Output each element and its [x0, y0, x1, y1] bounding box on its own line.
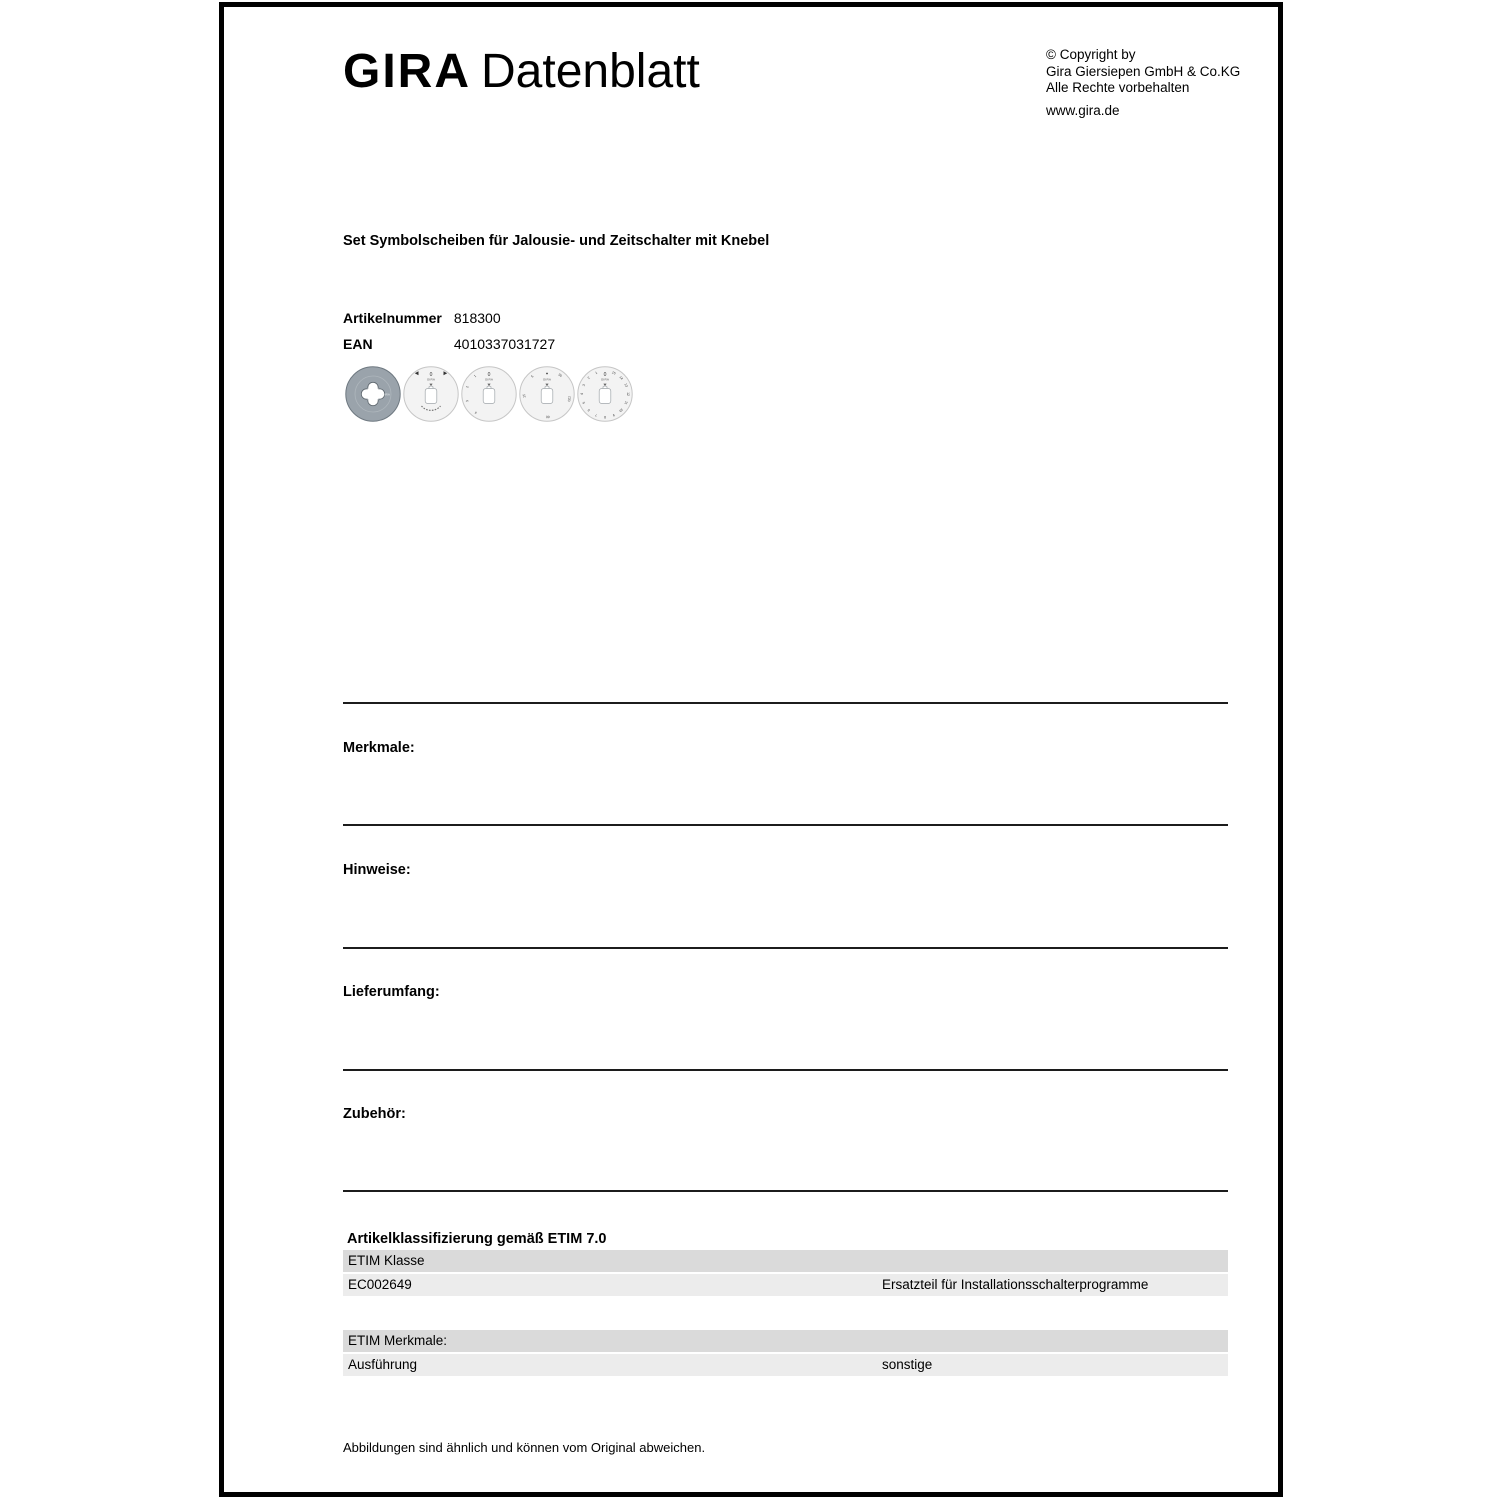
- horizontal-rule: [343, 824, 1228, 826]
- svg-text:12: 12: [625, 392, 630, 396]
- ean-label: EAN: [343, 336, 373, 352]
- etim-feature-row: [343, 1354, 1228, 1376]
- section-label-merkmale: Merkmale:: [343, 740, 415, 756]
- copyright-line: Alle Rechte vorbehalten: [1046, 80, 1190, 95]
- product-image-disc-blinds-dial: [402, 365, 460, 423]
- article-number-row: [343, 310, 501, 326]
- svg-text:5: 5: [581, 401, 587, 405]
- horizontal-rule: [343, 702, 1228, 704]
- svg-text:5: 5: [530, 374, 535, 379]
- product-image-disc-minutes-dial: [518, 365, 576, 423]
- etim-classification-heading: Artikelklassifizierung gemäß ETIM 7.0: [347, 1231, 607, 1247]
- svg-text:13: 13: [623, 382, 629, 388]
- etim-features-header-row: [343, 1330, 1228, 1352]
- svg-text:GIRA: GIRA: [382, 392, 390, 397]
- svg-text:4: 4: [474, 410, 478, 415]
- horizontal-rule: [343, 1069, 1228, 1071]
- ean-value: 4010337031727: [453, 336, 556, 352]
- svg-text:GIRA: GIRA: [484, 377, 494, 382]
- svg-text:3: 3: [465, 399, 470, 403]
- horizontal-rule: [343, 947, 1228, 949]
- svg-text:GIRA: GIRA: [600, 377, 610, 382]
- etim-class-name: Ersatzteil für Installationsschalterprogramme: [882, 1277, 1149, 1292]
- svg-text:60: 60: [545, 414, 550, 419]
- svg-text:0: 0: [487, 371, 491, 378]
- copyright-line: Gira Giersiepen GmbH & Co.KG: [1046, 63, 1241, 79]
- product-image-disc-scale-dial: [460, 365, 518, 423]
- svg-text:GIRA: GIRA: [542, 377, 552, 382]
- article-number-label: Artikelnummer: [343, 310, 442, 326]
- svg-text:2: 2: [586, 375, 591, 380]
- horizontal-rule: [343, 1190, 1228, 1192]
- brand-name: GIRA: [343, 45, 471, 98]
- svg-text:10: 10: [618, 407, 624, 413]
- etim-feature-value: sonstige: [882, 1357, 933, 1372]
- website-link[interactable]: www.gira.de: [1046, 103, 1120, 118]
- svg-text:0: 0: [429, 371, 433, 378]
- product-image-disc-hours-dial: [576, 365, 634, 423]
- etim-class-header: ETIM Klasse: [348, 1253, 425, 1268]
- copyright-block: [1046, 47, 1240, 97]
- document-type: Datenblatt: [481, 45, 700, 98]
- svg-text:GIRA: GIRA: [426, 377, 436, 382]
- section-label-lieferumfang: Lieferumfang:: [343, 984, 440, 1000]
- ean-row: [343, 336, 555, 352]
- footer-disclaimer: Abbildungen sind ähnlich und können vom Original abweichen.: [343, 1440, 706, 1455]
- svg-text:0: 0: [603, 371, 607, 378]
- product-image-disc-metal-cover: [344, 365, 402, 423]
- datasheet-page: [219, 2, 1283, 1497]
- svg-text:2: 2: [465, 385, 470, 389]
- gira-logo: [343, 47, 700, 108]
- etim-feature-name: Ausführung: [348, 1357, 418, 1372]
- etim-class-code: EC002649: [348, 1277, 412, 1292]
- svg-text:4: 4: [580, 393, 585, 395]
- section-label-zubehoer: Zubehör:: [343, 1106, 406, 1122]
- svg-text:7: 7: [594, 412, 598, 418]
- etim-class-header-row: [343, 1250, 1228, 1272]
- svg-text:15: 15: [522, 393, 527, 399]
- svg-text:30: 30: [557, 372, 563, 379]
- svg-text:9: 9: [612, 412, 616, 418]
- article-number-value: 818300: [453, 310, 501, 326]
- svg-text:1: 1: [472, 373, 477, 379]
- copyright-line: © Copyright by: [1046, 47, 1136, 62]
- svg-text:1: 1: [594, 370, 598, 376]
- svg-text:6: 6: [586, 408, 591, 413]
- svg-text:3: 3: [581, 383, 587, 387]
- svg-text:14: 14: [618, 375, 624, 381]
- product-title: Set Symbolscheiben für Jalousie- und Zeitschalter mit Knebel: [343, 233, 770, 249]
- etim-features-header: ETIM Merkmale:: [348, 1333, 448, 1348]
- svg-text:15: 15: [611, 370, 617, 376]
- section-label-hinweise: Hinweise:: [343, 862, 411, 878]
- svg-text:11: 11: [623, 400, 629, 406]
- svg-text:120: 120: [566, 395, 572, 402]
- svg-text:8: 8: [604, 414, 606, 419]
- etim-class-value-row: [343, 1274, 1228, 1296]
- product-images: [344, 365, 644, 425]
